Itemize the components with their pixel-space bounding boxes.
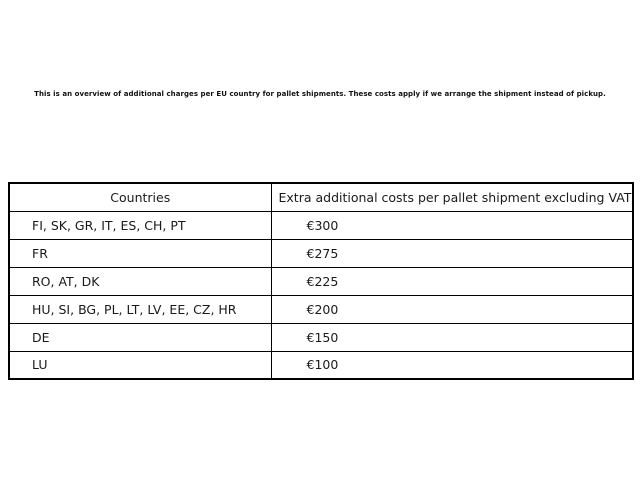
table-row <box>9 351 633 379</box>
countries-cell: FI, SK, GR, IT, ES, CH, PT <box>9 211 271 239</box>
cost-cell: €200 <box>271 295 633 323</box>
countries-cell: FR <box>9 239 271 267</box>
cost-cell: €300 <box>271 211 633 239</box>
table-header-row <box>9 183 633 211</box>
column-header-extra-costs: Extra additional costs per pallet shipment excluding VAT <box>271 183 633 211</box>
table-row <box>9 295 633 323</box>
table-row <box>9 239 633 267</box>
countries-cell: DE <box>9 323 271 351</box>
cost-cell: €150 <box>271 323 633 351</box>
countries-cell: HU, SI, BG, PL, LT, LV, EE, CZ, HR <box>9 295 271 323</box>
countries-cell: LU <box>9 351 271 379</box>
cost-cell: €100 <box>271 351 633 379</box>
table-row <box>9 267 633 295</box>
table-row <box>9 211 633 239</box>
shipping-costs-table <box>8 182 634 380</box>
countries-cell: RO, AT, DK <box>9 267 271 295</box>
cost-cell: €275 <box>271 239 633 267</box>
table-row <box>9 323 633 351</box>
cost-cell: €225 <box>271 267 633 295</box>
column-header-countries: Countries <box>9 183 271 211</box>
intro-text: This is an overview of additional charges per EU country for pallet shipments. These costs apply if we arrange the shipment instead of pickup. <box>34 90 606 98</box>
